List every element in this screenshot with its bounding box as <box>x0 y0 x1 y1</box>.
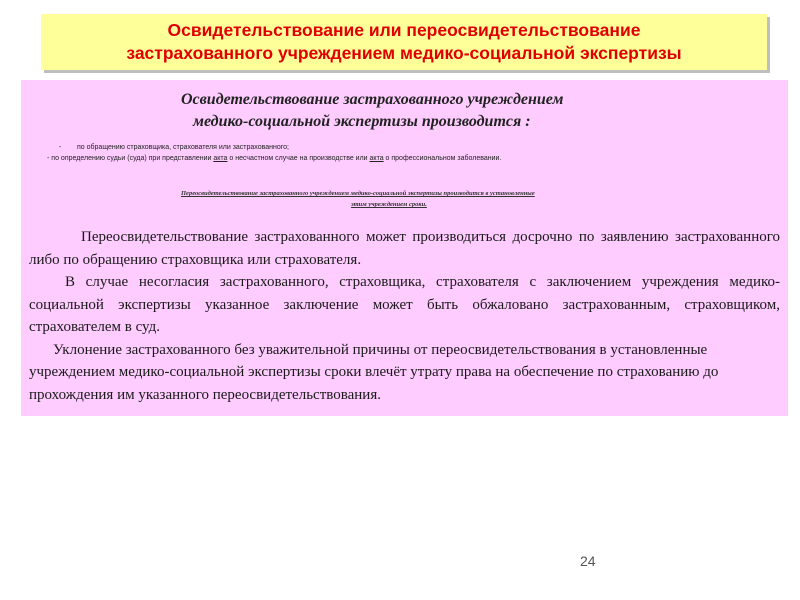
content-heading-line1: Освидетельствование застрахованного учреждением <box>181 91 564 108</box>
grounds-list <box>43 142 783 164</box>
act-link[interactable]: акта <box>369 155 384 162</box>
list-dash: - <box>59 144 62 151</box>
paragraph-evasion: Уклонение застрахованного без уважительной причины от переосвидетельствования в установленные учреждением медико-социальной экспертизы сроки влечёт утрату права на обеспечение по страхованию до прохождения им указанного переосвидетельствования. <box>29 341 719 403</box>
reexamination-note <box>181 188 721 210</box>
page-number: 24 <box>580 553 596 569</box>
paragraph-early-reexamination: Переосвидетельствование застрахованного может производиться досрочно по заявлению застрахованного либо по обращению страховщика или страхователя. <box>29 229 780 268</box>
list-item <box>43 142 783 153</box>
list-item-text: по обращению страховщика, страхователя или застрахованного; <box>77 144 290 151</box>
list-item-text-after: о профессиональном заболевании. <box>383 155 502 162</box>
body-text <box>29 226 780 406</box>
note-line2: этим учреждением сроки. <box>351 201 427 208</box>
slide-title <box>41 14 767 70</box>
list-item-text-before: по определению судьи (суда) при представлении <box>51 155 214 162</box>
content-heading-line2: медико-социальной экспертизы производится : <box>193 113 531 130</box>
slide-title-line2: застрахованного учреждением медико-социальной экспертизы <box>126 43 682 63</box>
act-link[interactable]: акта <box>213 155 228 162</box>
paragraph-appeal: В случае несогласия застрахованного, страховщика, страхователя с заключением учреждения медико-социальной экспертизы указанное заключение может быть обжаловано застрахованным, страховщиком, страхователем в суд. <box>29 274 780 335</box>
list-item-text-middle: о несчастном случае на производстве или <box>227 155 370 162</box>
list-item <box>43 153 783 164</box>
list-dash: - <box>47 155 50 162</box>
content-panel <box>21 80 788 416</box>
note-line1: Переосвидетельствование застрахованного учреждением медико-социальной экспертизы производится в установленные <box>181 190 535 197</box>
slide-title-line1: Освидетельствование или переосвидетельствование <box>167 20 641 40</box>
